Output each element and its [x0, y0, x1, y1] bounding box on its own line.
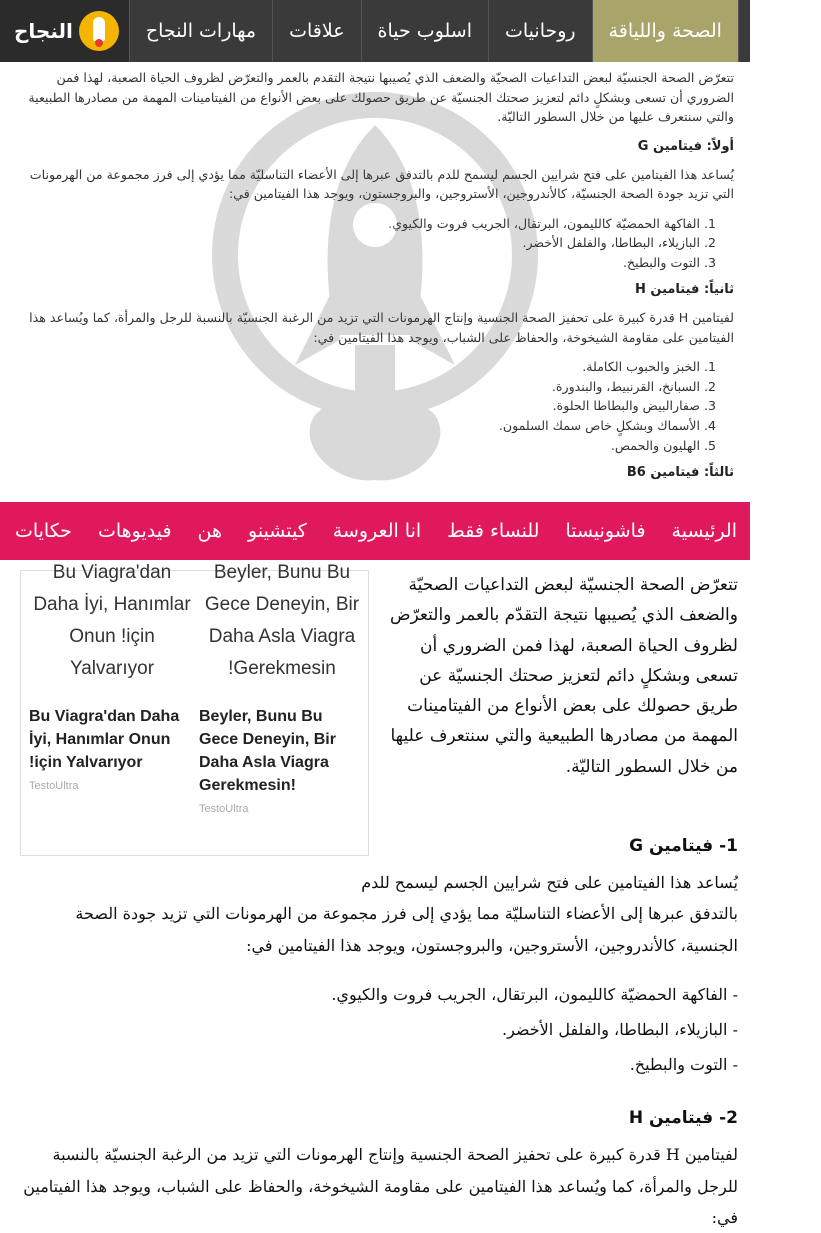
vitamin-g-title: 1- فيتامين G — [629, 836, 738, 856]
main-article — [0, 560, 750, 1227]
vitamin-h-text: لفيتامين H قدرة كبيرة على تحفيز الصحة الجنسية وإنتاج الهرمونات التي تزيد من الرغبة الجنسيّة بالنسبة للرجل والمرأة، كما ويُساعد هذا الفيتامين على مقاومة الشيخوخة، والحفاظ على الشباب، ويوجد هذا الفيتامين في: — [23, 1145, 738, 1227]
ad-image-text: Gece Deneyin, Bir Daha Asla Viagra !Gerekmesin — [204, 594, 360, 679]
list-item: 3. التوت والبطيخ. — [16, 253, 700, 273]
upper-intro: تتعرّض الصحة الجنسيّة لبعض التداعيات الصحيّة والضعف الذي يُصيبها نتيجة التقدم بالعمر والتعرّض لظروف الحياة الصعبة، لهذا فمن الضروري أن تسعى وبشكلٍ دائم لتعزيز صحتك الجنسيّة عن طريق حصولك على بعض الأنواع من الفيتامينات المهمة من مصادرها الطبيعية والتي سنتعرف عليها من خلال السطور التاليّة. — [28, 70, 734, 125]
upper-vitamin-b6-title: ثالثاً: فيتامين B6 — [626, 465, 734, 481]
ad-image-text-top: Beyler, Bunu Bu — [213, 562, 351, 583]
upper-article — [0, 62, 750, 500]
list-item: 5. الهليون والحمص. — [16, 436, 700, 456]
nav-item-kitchen[interactable]: كيتشينو — [248, 520, 307, 542]
list-item: 1. الفاكهة الحمضيّة كالليمون، البرتقال، الجريب فروت والكيوي. — [16, 214, 700, 234]
upper-vitamin-g-title: أولاً: فيتامين G — [637, 138, 734, 154]
list-item: 2. السبانخ، القرنبيط، والبندورة. — [16, 377, 700, 397]
article-intro: تتعرّض الصحة الجنسيّة لبعض التداعيات الصحيّة والضعف الذي يُصيبها نتيجة التقدّم بالعمر والتعرّض لظروف الحياة الصعبة، لهذا فمن الضروري أن تسعى وبشكلٍ دائم لتعزيز صحتك الجنسيّة عن طريق حصولك على بعض الأنواع من الفيتامينات المهمة من مصادرها الطبيعية والتي سنتعرف عليها من خلال السطور التاليّة. — [390, 575, 738, 777]
upper-vitamin-g-list — [16, 214, 734, 273]
nav-item-home[interactable]: الرئيسية — [671, 520, 737, 542]
ad-image-text-top: Bu Viagra'dan — [52, 562, 172, 583]
ad-card[interactable] — [197, 562, 367, 815]
nav-item-videos[interactable]: فيديوهات — [97, 520, 172, 542]
ad-card[interactable] — [27, 562, 197, 792]
upper-vitamin-g-text: يُساعد هذا الفيتامين على فتح شرايين الجسم ليسمح للدم بالتدفق عبرها إلى الأعضاء التناسليّة مما يؤدي إلى فرز مجموعة من الهرمونات التي تزيد جودة الصحة الجنسيّة، كالأندروجين، الأستروجين، والبروجستون، ويوجد هذا الفيتامين في: — [29, 166, 734, 202]
ad-title[interactable]: Beyler, Bunu Bu Gece Deneyin, Bir Daha Asla Viagra Gerekmesin! — [199, 708, 336, 794]
vitamin-h-title: 2- فيتامين H — [628, 1108, 738, 1129]
nav-item-stories[interactable]: حكايات — [14, 520, 72, 542]
ad-image[interactable] — [27, 557, 197, 699]
upper-vitamin-h-title: ثانياً: فيتامين H — [634, 282, 734, 298]
nav-item-fashionista[interactable]: فاشونيستا — [565, 520, 646, 542]
nav-item-spirituality[interactable]: روحانيات — [488, 0, 592, 62]
list-item: - التوت والبطيخ. — [18, 1049, 738, 1080]
site-logo-text: النجاح — [14, 19, 73, 43]
article-body — [18, 830, 738, 1233]
vitamin-g-line-1: يُساعد هذا الفيتامين على فتح شرايين الجسم ليسمح للدم — [361, 873, 738, 893]
ad-source: TestoUltra — [29, 780, 79, 792]
site-logo[interactable] — [0, 0, 129, 62]
list-item: 2. البازيلاء، البطاطا، والفلفل الأخضر. — [16, 233, 700, 253]
sponsored-ad-widget — [20, 562, 369, 856]
list-item: 1. الخبز والحبوب الكاملة. — [16, 357, 700, 377]
nav-item-health[interactable]: الصحة — [738, 0, 821, 62]
ad-title[interactable]: Bu Viagra'dan Daha İyi, Hanımlar Onun !için Yalvarıyor — [29, 708, 180, 771]
nav-item-women-only[interactable]: للنساء فقط — [447, 520, 540, 542]
upper-vitamin-h-list — [16, 357, 734, 455]
ad-source: TestoUltra — [199, 803, 249, 815]
nav-item-hun[interactable]: هن — [197, 520, 223, 542]
upper-vitamin-h-text: لفيتامين H قدرة كبيرة على تحفيز الصحة الجنسية وإنتاج الهرمونات التي تزيد من الرغبة الجنسيّة بالنسبة للرجل والمرأة، كما ويُساعد هذا الفيتامين على مقاومة الشيخوخة، والحفاظ على الشباب، ويوجد هذا الفيتامين في: — [29, 310, 734, 345]
top-navigation — [0, 0, 805, 62]
nav-item-bride[interactable]: انا العروسة — [332, 520, 422, 542]
nav-item-lifestyle[interactable]: اسلوب حياة — [361, 0, 488, 62]
list-item: 4. الأسماك وبشكلٍ خاص سمك السلمون. — [16, 416, 700, 436]
ad-image-text: Daha İyi, Hanımlar Onun !için Yalvarıyor — [33, 594, 191, 679]
nav-item-success-skills[interactable]: مهارات النجاح — [129, 0, 272, 62]
vitamin-g-list — [18, 979, 738, 1081]
list-item: 3. صفارالبيض والبطاطا الحلوة. — [16, 396, 700, 416]
vitamin-g-line-2: بالتدفق عبرها إلى الأعضاء التناسليّة مما يؤدي إلى فرز مجموعة من الهرمونات التي تزيد جودة الصحة الجنسية، كالأندروجين، الأستروجين، والبروجستون، ويوجد هذا الفيتامين في: — [75, 904, 738, 955]
nav-item-relationships[interactable]: علاقات — [272, 0, 360, 62]
list-item: - البازيلاء، البطاطا، والفلفل الأخضر. — [18, 1014, 738, 1045]
nav-item-health-fitness[interactable]: الصحة واللياقة — [592, 0, 738, 62]
rocket-logo-icon — [79, 11, 119, 51]
secondary-navigation — [0, 502, 750, 560]
list-item: - الفاكهة الحمضيّة كالليمون، البرتقال، الجريب فروت والكيوي. — [18, 979, 738, 1010]
ad-image[interactable] — [197, 557, 367, 699]
